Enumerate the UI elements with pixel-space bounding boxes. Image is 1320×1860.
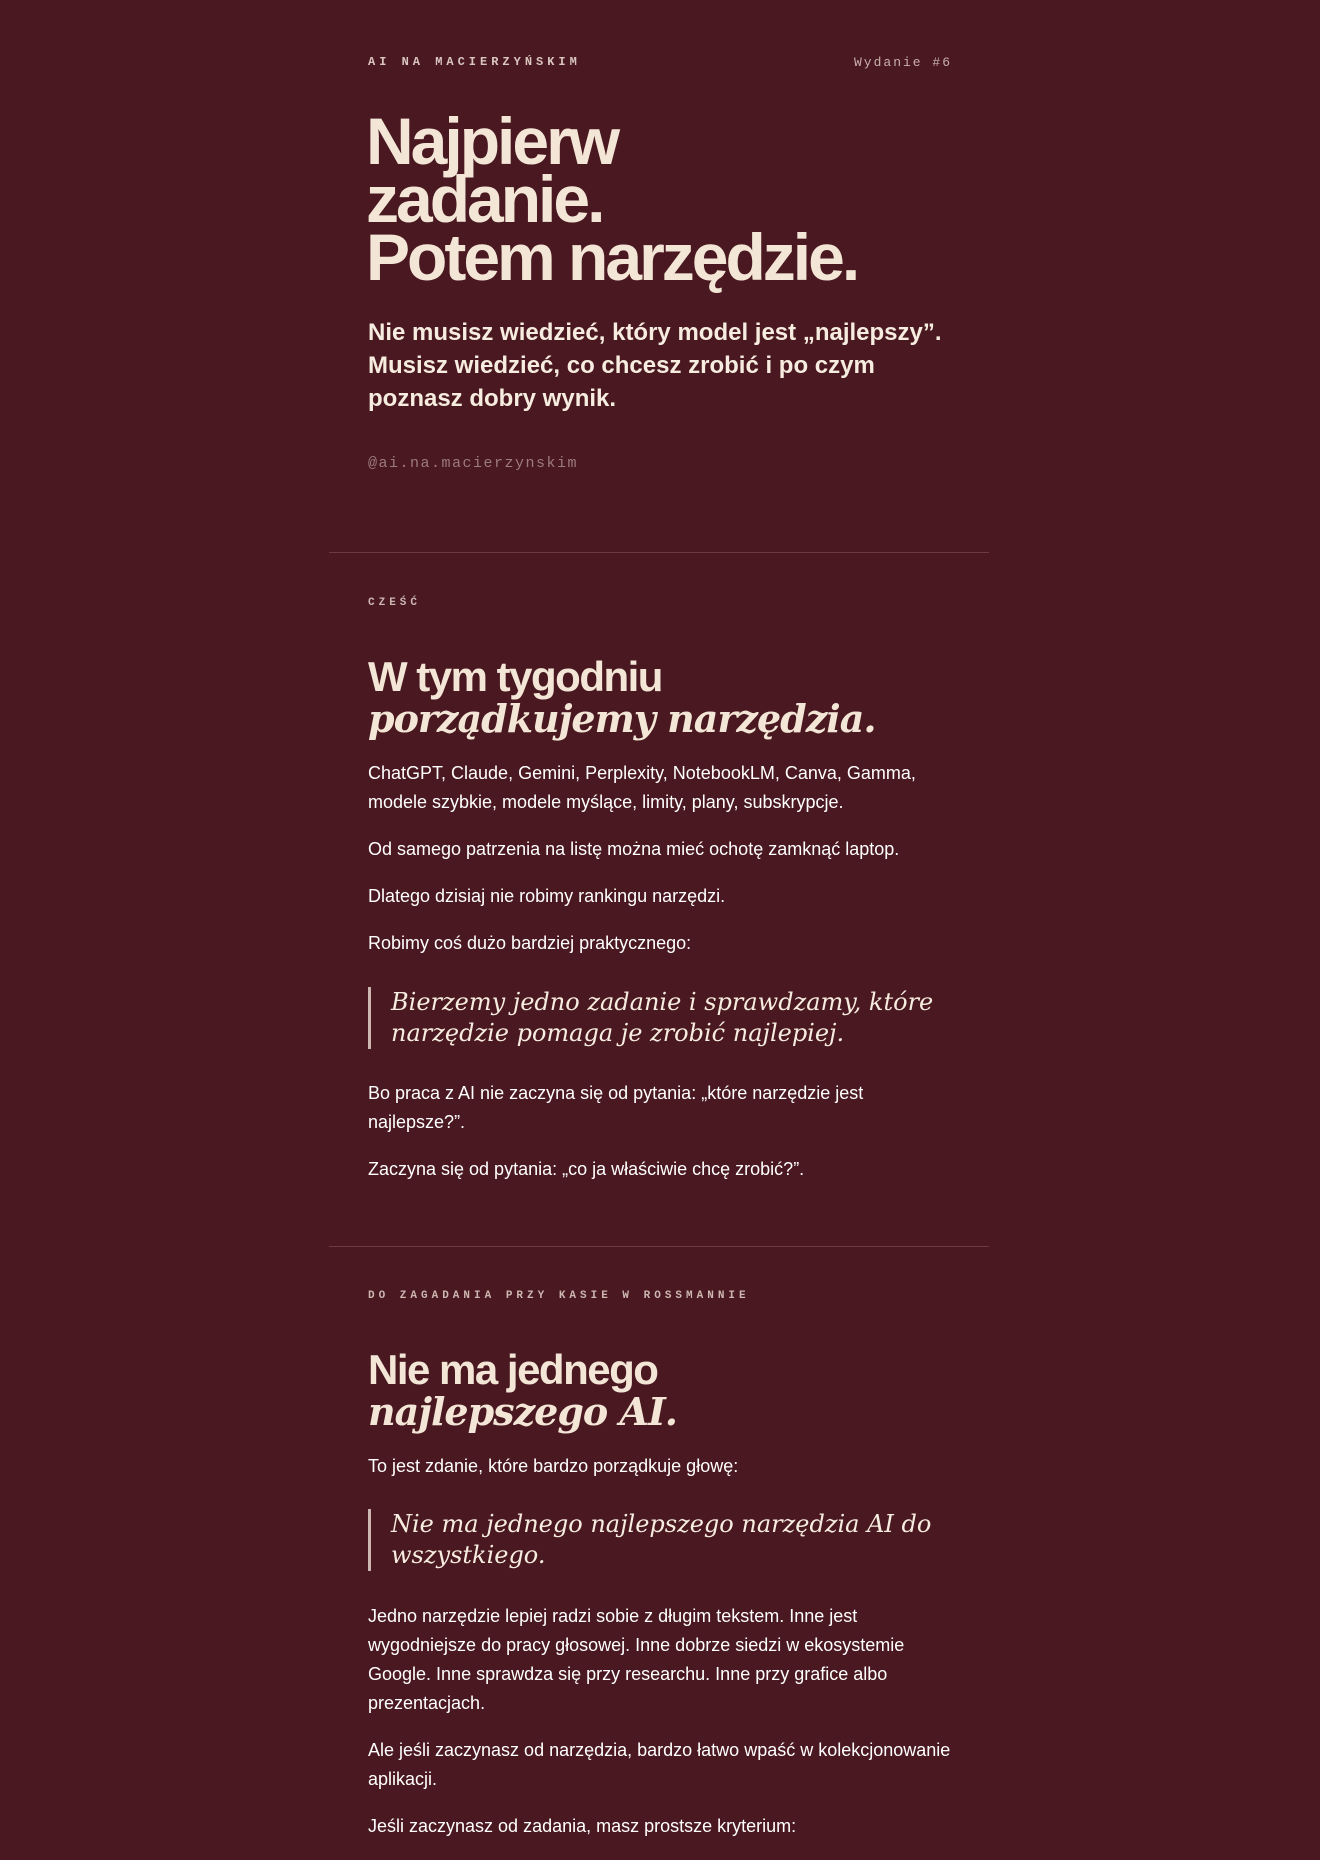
section-title-italic: najlepszego AI. [368,1389,677,1434]
paragraph: Zaczyna się od pytania: „co ja właściwie chcę zrobić?”. [368,1159,805,1179]
section-kicker: CZEŚĆ [368,597,422,609]
paragraph: Jedno narzędzie lepiej radzi sobie z długim tekstem. Inne jest wygodniejsze do pracy głosowej. Inne dobrze siedzi w ekosystemie Google. Inne sprawdza się przy researchu. Inne przy grafice albo prezentacjach. [368,1606,905,1713]
hero-title [366,104,966,294]
paragraph: Bo praca z AI nie zaczyna się od pytania: „które narzędzie jest najlepsze?”. [368,1083,864,1132]
section-kicker: DO ZAGADANIA PRZY KASIE W ROSSMANNIE [368,1290,750,1302]
pull-quote: Bierzemy jedno zadanie i sprawdzamy, które narzędzie pomaga je zrobić najlepiej. [368,987,951,1049]
section-title-bold: Nie ma jednego [368,1346,658,1393]
section-title-bold: W tym tygodniu [368,653,662,700]
pull-quote: Nie ma jednego najlepszego narzędzia AI do wszystkiego. [368,1509,951,1571]
social-handle[interactable]: @ai.na.macierzynskim [368,455,579,472]
issue-number: Wydanie #6 [853,55,952,70]
hero-title-line: Najpierw [366,104,618,178]
hero-subtitle: Nie musisz wiedzieć, który model jest „najlepszy”. Musisz wiedzieć, co chcesz zrobić i po czym poznasz dobry wynik. [368,319,942,412]
brand-name: AI NA MACIERZYŃSKIM [368,55,581,69]
section-divider [329,1246,989,1247]
paragraph: Ale jeśli zaczynasz od narzędzia, bardzo łatwo wpaść w kolekcjonowanie aplikacji. [368,1740,951,1789]
section-divider [329,552,989,553]
paragraph: Jeśli zaczynasz od zadania, masz prostsze kryterium: [368,1816,797,1836]
paragraph: To jest zdanie, które bardzo porządkuje głowę: [368,1456,739,1476]
masthead [368,55,952,75]
paragraph: ChatGPT, Claude, Gemini, Perplexity, NotebookLM, Canva, Gamma, modele szybkie, modele myślące, limity, plany, subskrypcje. [368,763,916,812]
paragraph: Od samego patrzenia na listę można mieć ochotę zamknąć laptop. [368,839,900,859]
section-title [368,653,968,741]
section-title [368,1346,968,1434]
section-title-italic: porządkujemy narzędzia. [368,696,876,741]
paragraph: Dlatego dzisiaj nie robimy rankingu narzędzi. [368,886,726,906]
hero-title-line: zadanie. [366,162,603,236]
paragraph: Robimy coś dużo bardziej praktycznego: [368,933,692,953]
hero-title-line: Potem narzędzie. [366,220,858,294]
